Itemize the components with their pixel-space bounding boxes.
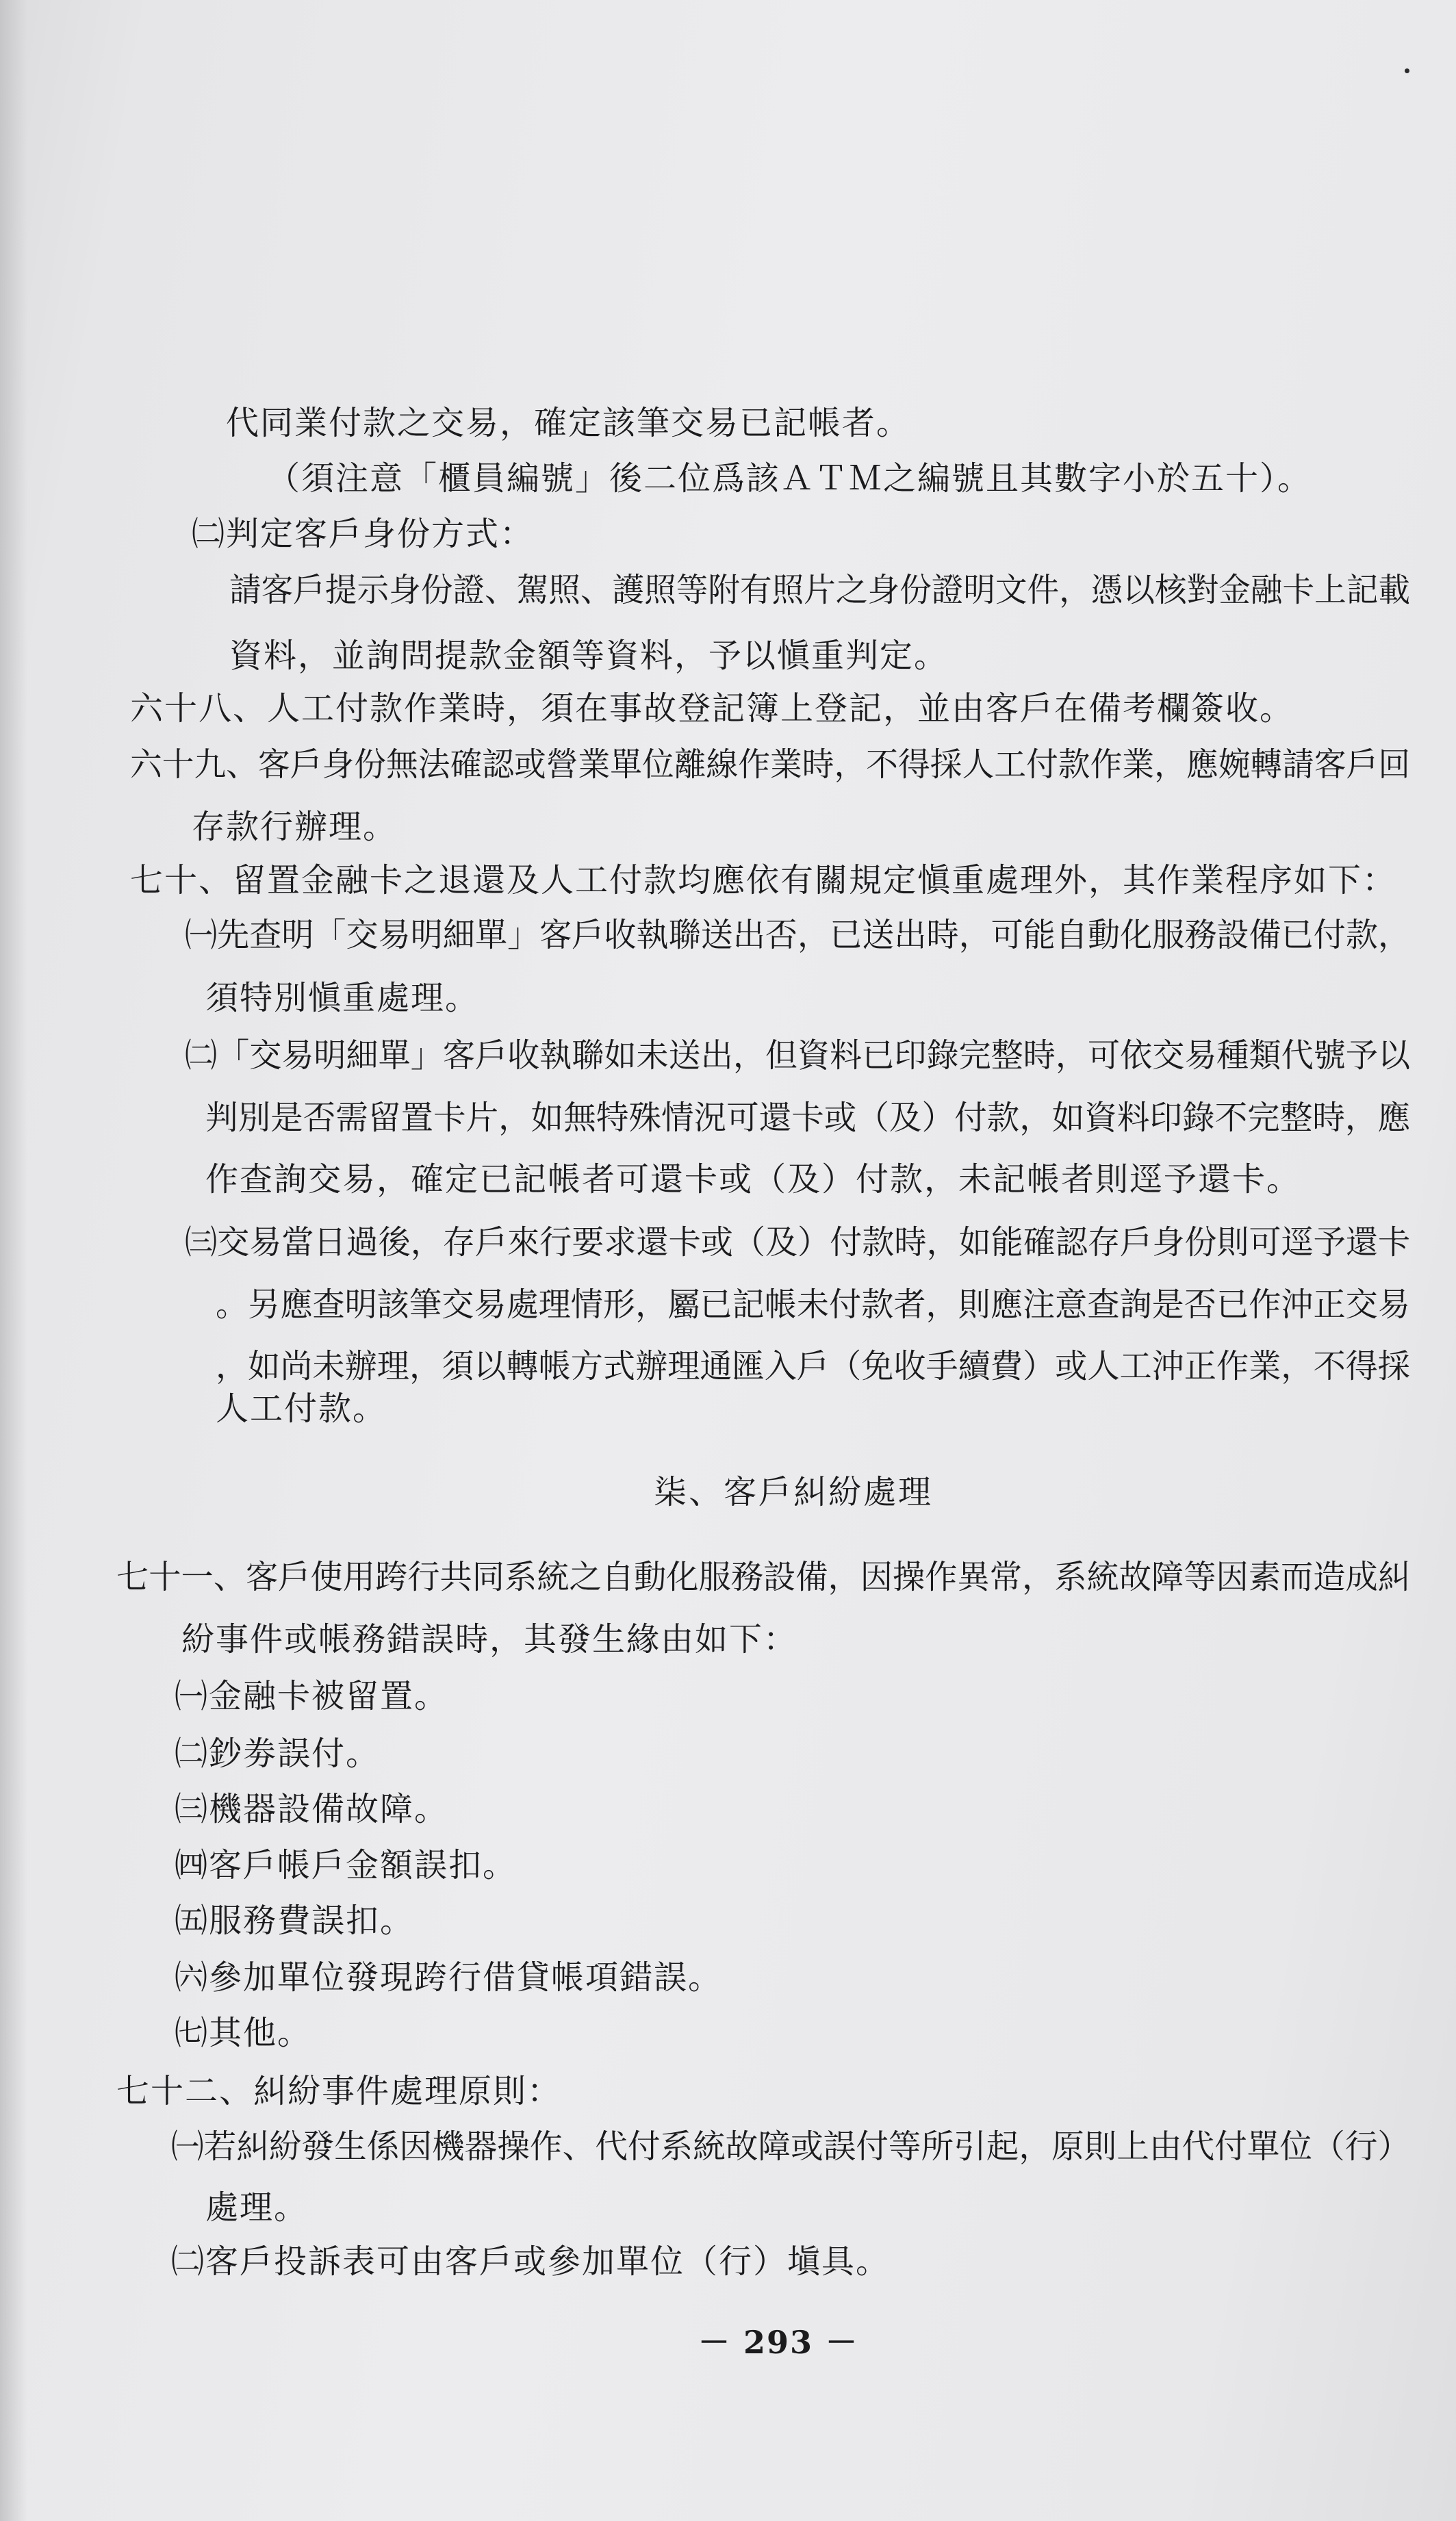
text-line: 存款行辦理。 xyxy=(192,808,398,846)
text-line: ㈥參加單位發現跨行借貸帳項錯誤。 xyxy=(175,1958,723,1997)
text-line: ㈡客戶投訴表可由客戶或參加單位（行）塡具。 xyxy=(171,2242,891,2281)
text-line: 判別是否需留置卡片，如無特殊情況可還卡或（及）付款，如資料印錄不完整時，應 xyxy=(205,1099,1411,1137)
text-line: 人工付款。 xyxy=(216,1390,387,1428)
text-line: 六十九、客戶身份無法確認或營業單位離線作業時，不得採人工付款作業，應婉轉請客戶回 xyxy=(130,745,1411,784)
text-line: 作查詢交易，確定已記帳者可還卡或（及）付款，未記帳者則逕予還卡。 xyxy=(205,1160,1301,1199)
text-line: ㈣客戶帳戶金額誤扣。 xyxy=(175,1846,518,1884)
ink-speck xyxy=(1405,68,1409,73)
text-line: ㈠若糾紛發生係因機器操作、代付系統故障或誤付等所引起，原則上由代付單位（行） xyxy=(171,2127,1410,2166)
text-line: 請客戶提示身份證、駕照、護照等附有照片之身份證明文件，憑以核對金融卡上記載 xyxy=(229,571,1411,609)
text-line: 資料，並詢問提款金額等資料，予以愼重判定。 xyxy=(229,637,949,675)
text-line: （須注意「櫃員編號」後二位爲該ＡＴＭ之編號且其數字小於五十）。 xyxy=(267,459,1312,498)
section-heading: 柒、客戶糾紛處理 xyxy=(654,1473,934,1511)
text-line: 代同業付款之交易，確定該筆交易已記帳者。 xyxy=(226,404,911,442)
text-line: ㈢機器設備故障。 xyxy=(175,1790,449,1828)
text-line: ㈠先查明「交易明細單」客戶收執聯送出否，已送出時，可能自動化服務設備已付款， xyxy=(185,916,1411,954)
text-line: ㈤服務費誤扣。 xyxy=(175,1902,415,1940)
text-line: 處理。 xyxy=(205,2188,309,2227)
text-line: ㈡鈔劵誤付。 xyxy=(175,1735,381,1773)
text-line: 七十二、糾紛事件處理原則： xyxy=(116,2072,562,2110)
text-line: 紛事件或帳務錯誤時，其發生緣由如下： xyxy=(181,1620,798,1659)
text-line: 七十一、客戶使用跨行共同系統之自動化服務設備，因操作異常，系統故障等因素而造成糾 xyxy=(116,1558,1411,1596)
text-line: 須特別愼重處理。 xyxy=(205,979,480,1017)
page-number: － 293 － xyxy=(698,2324,859,2361)
text-line: ㈦其他。 xyxy=(175,2014,312,2052)
text-line: ㈠金融卡被留置。 xyxy=(175,1677,449,1715)
text-line: 七十、留置金融卡之退還及人工付款均應依有關規定愼重處理外，其作業程序如下： xyxy=(130,861,1397,899)
text-line: ㈡判定客戶身份方式： xyxy=(192,515,535,553)
text-line: 。另應查明該筆交易處理情形，屬已記帳未付款者，則應注意查詢是否已作沖正交易 xyxy=(216,1285,1410,1324)
text-line: ㈡「交易明細單」客戶收執聯如未送出，但資料已印錄完整時，可依交易種類代號予以 xyxy=(185,1036,1411,1075)
text-line: ㈢交易當日過後，存戶來行要求還卡或（及）付款時，如能確認存戶身份則可逕予還卡 xyxy=(185,1223,1411,1262)
text-line: ，如尚未辦理，須以轉帳方式辦理通匯入戶（免收手續費）或人工沖正作業，不得採 xyxy=(216,1347,1410,1385)
text-line: 六十八、人工付款作業時，須在事故登記簿上登記，並由客戶在備考欄簽收。 xyxy=(130,689,1294,728)
page-shadow xyxy=(0,0,27,2521)
